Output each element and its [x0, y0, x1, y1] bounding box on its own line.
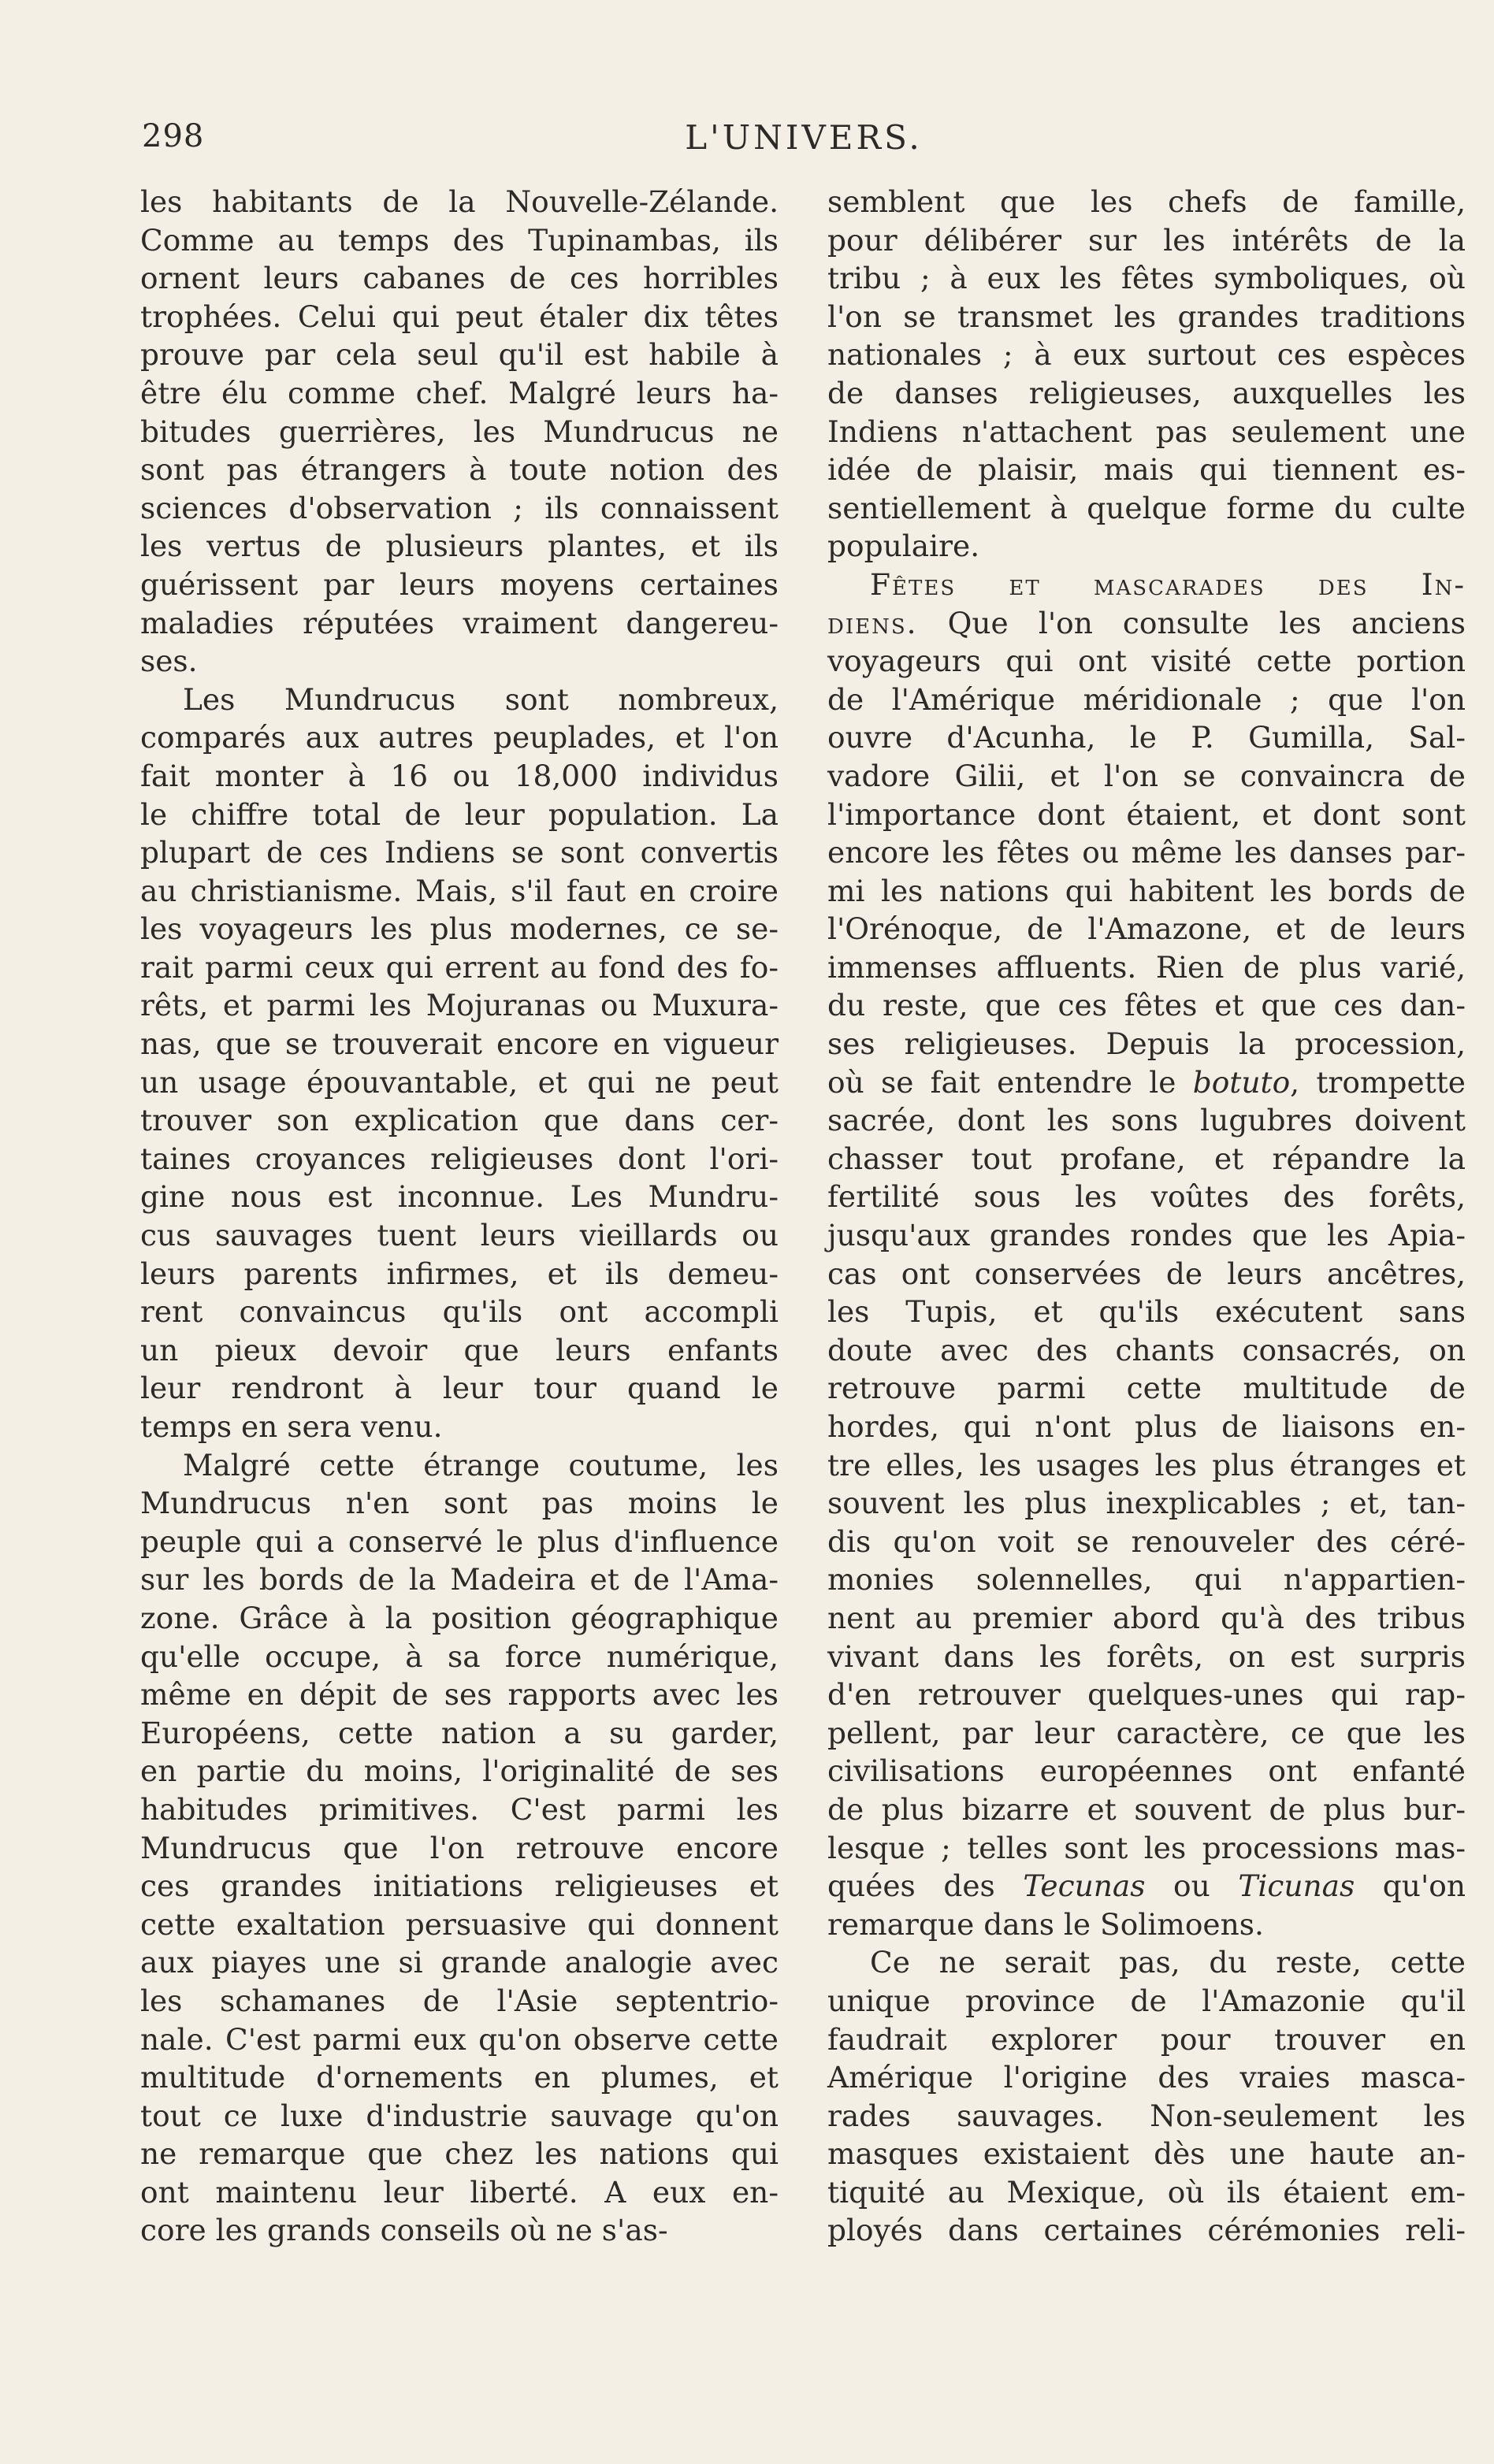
text-line: prouve par cela seul qu'il est habile à	[140, 337, 779, 373]
text-line: pellent, par leur caractère, ce que les	[827, 1715, 1466, 1750]
text-line: souvent les plus inexplicables ; et, tan-	[827, 1486, 1466, 1521]
text-line: tribu ; à eux les fêtes symboliques, où	[827, 261, 1466, 296]
text-line: un usage épouvantable, et qui ne peut	[140, 1064, 779, 1100]
text-line: sont pas étrangers à toute notion des	[140, 452, 779, 488]
text-line: faudrait explorer pour trouver en	[827, 2021, 1466, 2057]
italic-term: Tecunas	[1023, 1868, 1146, 1904]
text-line: ces grandes initiations religieuses et	[140, 1868, 779, 1904]
text-line: vivant dans les forêts, on est surpris	[827, 1638, 1466, 1674]
text-line: être élu comme chef. Malgré leurs ha-	[140, 375, 779, 410]
text-line: ses.	[140, 644, 198, 679]
text-line: ouvre d'Acunha, le P. Gumilla, Sal-	[827, 720, 1466, 755]
text-line: immenses affluents. Rien de plus varié,	[827, 949, 1466, 985]
text-line: fait monter à 16 ou 18,000 individus	[140, 758, 779, 793]
text-line: qu'elle occupe, à sa force numérique,	[140, 1638, 779, 1674]
text-run: Que l'on consulte les anciens	[917, 605, 1466, 640]
text-line: comparés aux autres peuplades, et l'on	[140, 720, 779, 755]
text-line: zone. Grâce à la position géographique	[140, 1600, 779, 1635]
text-line: rêts, et parmi les Mojuranas ou Muxura-	[140, 988, 779, 1023]
text-line: leur rendront à leur tour quand le	[140, 1371, 779, 1406]
text-line: d'en retrouver quelques-unes qui rap-	[827, 1677, 1466, 1713]
text-line: habitudes primitives. C'est parmi les	[140, 1791, 779, 1827]
left-column	[140, 183, 779, 2250]
text-line: remarque dans le Solimoens.	[827, 1906, 1264, 1942]
text-line: ployés dans certaines cérémonies reli-	[827, 2213, 1466, 2248]
text-run: qu'on	[1355, 1868, 1466, 1904]
text-line: de plus bizarre et souvent de plus bur-	[827, 1791, 1466, 1827]
text-line: plupart de ces Indiens se sont convertis	[140, 835, 779, 870]
text-line: cus sauvages tuent leurs vieillards ou	[140, 1218, 779, 1253]
text-line: maladies réputées vraiment dangereu-	[140, 605, 779, 640]
text-line: nationales ; à eux surtout ces espèces	[827, 337, 1466, 373]
text-line: core les grands conseils où ne s'as-	[140, 2213, 668, 2248]
text-line: l'importance dont étaient, et dont sont	[827, 796, 1466, 832]
section-heading: Fêtes et mascarades des In-	[870, 566, 1466, 602]
text-line: Européens, cette nation a su garder,	[140, 1715, 779, 1750]
text-line: les schamanes de l'Asie septentrio-	[140, 1983, 779, 2018]
text-line: nale. C'est parmi eux qu'on observe cette	[140, 2021, 779, 2057]
text-line: multitude d'ornements en plumes, et	[140, 2060, 779, 2095]
text-line: temps en sera venu.	[140, 1409, 443, 1444]
text-line: civilisations européennes ont enfanté	[827, 1753, 1466, 1789]
text-line: unique province de l'Amazonie qu'il	[827, 1983, 1466, 2018]
text-line: mi les nations qui habitent les bords de	[827, 873, 1466, 908]
text-line: populaire.	[827, 529, 980, 564]
text-line: ses religieuses. Depuis la procession,	[827, 1026, 1466, 1062]
text-run: , trompette	[1290, 1064, 1466, 1100]
page-number: 298	[142, 118, 205, 154]
text-line: l'Orénoque, de l'Amazone, et de leurs	[827, 911, 1466, 947]
text-line: retrouve parmi cette multitude de	[827, 1371, 1466, 1406]
text-line: Comme au temps des Tupinambas, ils	[140, 222, 779, 258]
text-line: Ce ne serait pas, du reste, cette	[870, 1945, 1466, 1980]
text-line: en partie du moins, l'originalité de ses	[140, 1753, 779, 1789]
text-line: rait parmi ceux qui errent au fond des fo-	[140, 949, 779, 985]
text-line: encore les fêtes ou même les danses par-	[827, 835, 1466, 870]
text-line: fertilité sous les voûtes des forêts,	[827, 1179, 1466, 1215]
text-line: l'on se transmet les grandes traditions	[827, 299, 1466, 334]
text-line: sciences d'observation ; ils connaissent	[140, 490, 779, 525]
text-line: le chiffre total de leur population. La	[140, 796, 779, 832]
text-line: sur les bords de la Madeira et de l'Ama-	[140, 1562, 779, 1598]
text-run: où se fait entendre le	[827, 1064, 1193, 1100]
text-line: de danses religieuses, auxquelles les	[827, 375, 1466, 410]
text-run: quées des	[827, 1868, 1024, 1904]
text-line: nas, que se trouverait encore en vigueur	[140, 1026, 779, 1062]
text-line: bitudes guerrières, les Mundrucus ne	[140, 414, 779, 449]
text-line: tiquité au Mexique, où ils étaient em-	[827, 2174, 1466, 2210]
text-line: voyageurs qui ont visité cette portion	[827, 644, 1466, 679]
right-column	[827, 183, 1466, 2250]
text-line: nent au premier abord qu'à des tribus	[827, 1600, 1466, 1635]
text-line: dis qu'on voit se renouveler des céré-	[827, 1523, 1466, 1559]
text-line: vadore Gilii, et l'on se convaincra de	[827, 758, 1466, 793]
text-line: cette exaltation persuasive qui donnent	[140, 1906, 779, 1942]
text-line: chasser tout profane, et répandre la	[827, 1141, 1466, 1176]
text-line: Mundrucus n'en sont pas moins le	[140, 1486, 779, 1521]
text-line	[827, 604, 1466, 643]
text-line: Amérique l'origine des vraies masca-	[827, 2060, 1466, 2095]
text-line: sentiellement à quelque forme du culte	[827, 490, 1466, 525]
text-line: du reste, que ces fêtes et que ces dan-	[827, 988, 1466, 1023]
text-line: semblent que les chefs de famille,	[827, 184, 1466, 219]
text-line: les habitants de la Nouvelle-Zélande.	[140, 184, 779, 219]
text-line: trophées. Celui qui peut étaler dix têtes	[140, 299, 779, 334]
text-line: trouver son explication que dans cer-	[140, 1103, 779, 1138]
text-line: rent convaincus qu'ils ont accompli	[140, 1294, 779, 1330]
text-line: tout ce luxe d'industrie sauvage qu'on	[140, 2098, 779, 2133]
text-line: même en dépit de ses rapports avec les	[140, 1677, 779, 1713]
text-line: Malgré cette étrange coutume, les	[183, 1447, 779, 1482]
section-heading-cont: diens.	[827, 605, 918, 640]
text-line: ornent leurs cabanes de ces horribles	[140, 261, 779, 296]
text-line: les voyageurs les plus modernes, ce se-	[140, 911, 779, 947]
text-line: masques existaient dès une haute an-	[827, 2136, 1466, 2172]
text-line: aux piayes une si grande analogie avec	[140, 1945, 779, 1980]
text-line: hordes, qui n'ont plus de liaisons en-	[827, 1409, 1466, 1444]
text-line: Les Mundrucus sont nombreux,	[183, 681, 779, 717]
text-line	[827, 1867, 1466, 1906]
text-line: Mundrucus que l'on retrouve encore	[140, 1830, 779, 1865]
text-line: de l'Amérique méridionale ; que l'on	[827, 681, 1466, 717]
text-line: pour délibérer sur les intérêts de la	[827, 222, 1466, 258]
italic-term: Ticunas	[1238, 1868, 1355, 1904]
text-line: leurs parents infirmes, et ils demeu-	[140, 1256, 779, 1291]
text-line: Indiens n'attachent pas seulement une	[827, 414, 1466, 449]
text-line: gine nous est inconnue. Les Mundru-	[140, 1179, 779, 1215]
text-line: les Tupis, et qu'ils exécutent sans	[827, 1294, 1466, 1330]
italic-term: botuto	[1192, 1064, 1291, 1100]
text-line: lesque ; telles sont les processions mas-	[827, 1830, 1466, 1865]
running-title: L'UNIVERS.	[685, 118, 923, 157]
text-line: guérissent par leurs moyens certaines	[140, 566, 779, 602]
text-line: les vertus de plusieurs plantes, et ils	[140, 529, 779, 564]
text-run: ou	[1145, 1868, 1239, 1904]
text-line	[827, 566, 1466, 604]
text-line: au christianisme. Mais, s'il faut en croire	[140, 873, 779, 908]
text-line: doute avec des chants consacrés, on	[827, 1332, 1466, 1367]
text-line: ne remarque que chez les nations qui	[140, 2136, 779, 2172]
text-line: taines croyances religieuses dont l'ori-	[140, 1141, 779, 1176]
page-header	[142, 118, 1466, 165]
text-line: cas ont conservées de leurs ancêtres,	[827, 1256, 1466, 1291]
text-line	[827, 1063, 1466, 1102]
text-line: rades sauvages. Non-seulement les	[827, 2098, 1466, 2133]
text-line: un pieux devoir que leurs enfants	[140, 1332, 779, 1367]
text-line: sacrée, dont les sons lugubres doivent	[827, 1103, 1466, 1138]
text-line: idée de plaisir, mais qui tiennent es-	[827, 452, 1466, 488]
text-line: peuple qui a conservé le plus d'influence	[140, 1523, 779, 1559]
text-line: tre elles, les usages les plus étranges et	[827, 1447, 1466, 1482]
text-line: monies solennelles, qui n'appartien-	[827, 1562, 1466, 1598]
text-line: jusqu'aux grandes rondes que les Apia-	[827, 1218, 1466, 1253]
text-line: ont maintenu leur liberté. A eux en-	[140, 2174, 779, 2210]
